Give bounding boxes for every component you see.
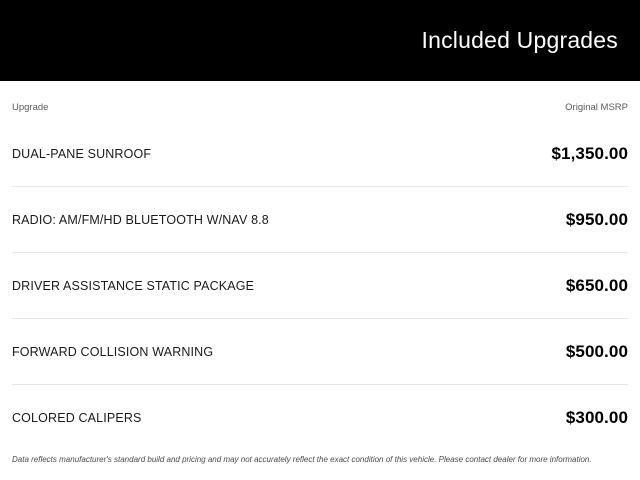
upgrade-name: RADIO: AM/FM/HD BLUETOOTH W/NAV 8.8	[12, 212, 269, 227]
table-row	[12, 187, 628, 253]
upgrade-price: $650.00	[565, 275, 628, 295]
page-content	[0, 81, 640, 465]
upgrades-table	[12, 121, 628, 451]
disclaimer-text: Data reflects manufacturer's standard build and pricing and may not accurately reflect the exact condition of this vehicle. Please contact dealer for more information.	[12, 455, 592, 464]
table-row	[12, 319, 628, 385]
table-row	[12, 121, 628, 187]
column-header-upgrade: Upgrade	[12, 102, 49, 113]
upgrade-name: DRIVER ASSISTANCE STATIC PACKAGE	[12, 278, 255, 293]
upgrade-price: $500.00	[565, 341, 628, 361]
column-header-msrp: Original MSRP	[565, 102, 628, 113]
upgrade-name: DUAL-PANE SUNROOF	[12, 146, 152, 161]
upgrade-name: COLORED CALIPERS	[12, 411, 142, 425]
upgrade-name: FORWARD COLLISION WARNING	[12, 344, 214, 359]
table-row	[12, 385, 628, 451]
upgrade-price: $950.00	[565, 209, 628, 229]
table-column-headers	[12, 81, 628, 117]
upgrade-price: $300.00	[565, 408, 628, 427]
table-row	[12, 253, 628, 319]
page-header	[0, 0, 640, 81]
upgrade-price: $1,350.00	[551, 143, 628, 163]
page-title: Included Upgrades	[421, 27, 618, 53]
